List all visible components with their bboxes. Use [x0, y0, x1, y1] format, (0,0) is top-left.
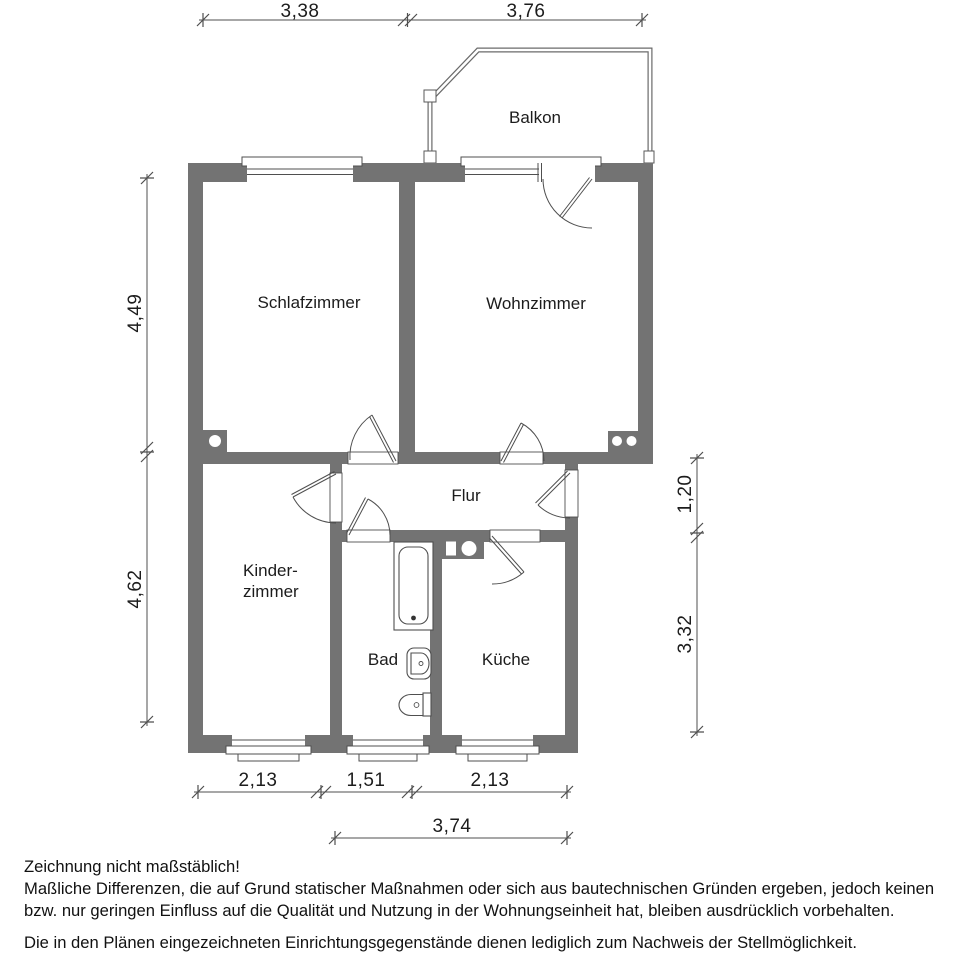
- dim-bottom-2: 1,51: [346, 770, 386, 791]
- toilet: [399, 693, 431, 716]
- note-furnishings: Die in den Plänen eingezeichneten Einrichtungsgegenstände dienen lediglich zum Nachweis der Stellmöglichkeit.: [24, 933, 857, 952]
- washbasin: [407, 648, 431, 679]
- label-wohnzimmer: Wohnzimmer: [486, 294, 586, 313]
- door-kinderzimmer: [292, 472, 337, 524]
- bathtub: [394, 542, 433, 630]
- label-kinderzimmer-line1: Kinder-: [243, 561, 298, 580]
- dim-right-1: 1,20: [675, 474, 696, 514]
- balcony-railing: [424, 50, 654, 163]
- note-tolerances-line1: Maßliche Differenzen, die auf Grund statischer Maßnahmen oder sich aus bautechnischen Gründen ergeben, jedoch keinen: [24, 879, 935, 898]
- dimension-lines: [140, 13, 704, 845]
- label-kinderzimmer-line2: zimmer: [243, 582, 299, 601]
- dim-left-2: 4,62: [125, 569, 146, 609]
- label-kueche: Küche: [481, 650, 531, 669]
- door-balkon: [543, 178, 592, 229]
- dim-bottom-3: 2,13: [470, 770, 510, 791]
- door-bad: [347, 498, 391, 536]
- note-tolerances-line2: bzw. nur geringen Einfluss auf die Qualität und Nutzung in der Wohnungseinheit hat, bleiben ausdrücklich vorbehalten.: [24, 901, 895, 920]
- window-kinderzimmer: [226, 735, 311, 761]
- note-not-to-scale: Zeichnung nicht maßstäblich!: [24, 857, 240, 876]
- label-balkon: Balkon: [509, 108, 561, 127]
- dim-bottom-4: 3,74: [432, 816, 472, 837]
- door-kueche: [490, 536, 525, 584]
- radiator-wohnzimmer: [608, 431, 641, 452]
- dim-top-1: 3,38: [280, 1, 320, 22]
- dim-top-2: 3,76: [506, 1, 546, 22]
- dim-bottom-1: 2,13: [238, 770, 278, 791]
- window-schlafzimmer: [242, 157, 362, 182]
- window-wohnzimmer-balcony: [461, 157, 601, 182]
- dim-left-1: 4,49: [125, 293, 146, 333]
- dim-right-2: 3,32: [675, 614, 696, 654]
- radiator-schlafzimmer: [203, 430, 227, 452]
- label-schlafzimmer: Schlafzimmer: [257, 293, 361, 312]
- label-flur: Flur: [451, 486, 481, 505]
- kitchen-sink-unit: [438, 537, 484, 559]
- label-bad: Bad: [367, 650, 399, 669]
- window-bad: [347, 735, 429, 761]
- window-kueche: [456, 735, 539, 761]
